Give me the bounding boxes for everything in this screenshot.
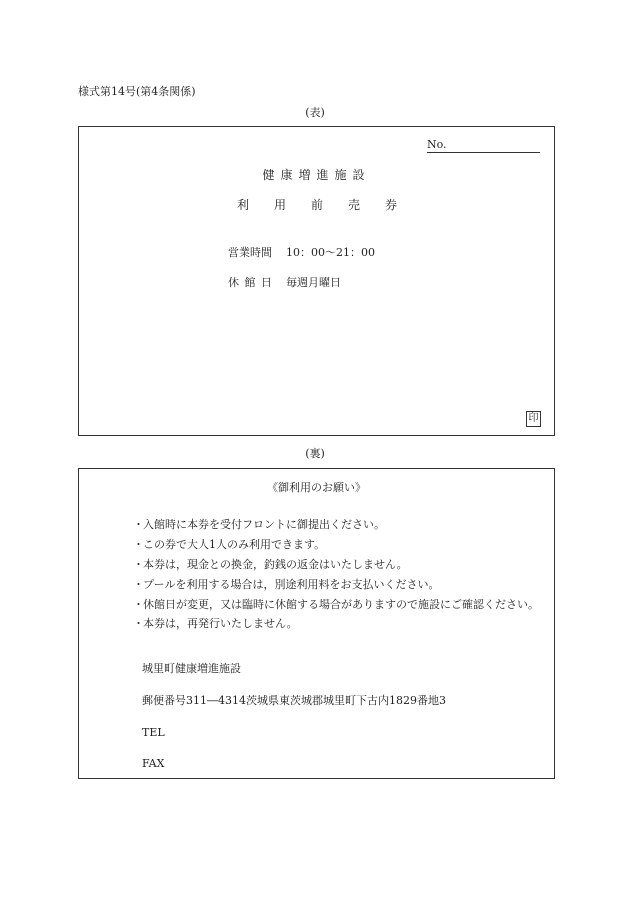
closed-day-label [228, 274, 272, 290]
facility-address: 郵便番号311―4314茨城県東茨城郡城里町下古内1829番地3 [142, 694, 446, 707]
list-item: ・ 休館日が変更，又は臨時に休館する場合がありますので施設にご確認ください。 [133, 598, 539, 611]
subtitle-char: 前 [310, 198, 323, 212]
seal-stamp-box: 印 [526, 411, 541, 427]
ticket-front [78, 126, 555, 436]
bullet-icon: ・ [133, 578, 144, 591]
list-item: ・ 入館時に本券を受付フロントに御提出ください。 [133, 518, 385, 531]
subtitle-char: 用 [273, 198, 286, 212]
closed-label-char: 日 [261, 276, 272, 289]
usage-rules-list [133, 518, 553, 637]
bullet-icon: ・ [133, 518, 144, 531]
list-item: ・ この券で大人1人のみ利用できます。 [133, 538, 326, 551]
front-side-label: (表) [305, 106, 325, 119]
bullet-icon: ・ [133, 558, 144, 571]
business-hours-value: 10：00〜21：00 [286, 246, 375, 259]
subtitle-char: 利 [237, 198, 250, 212]
bullet-icon: ・ [133, 538, 144, 551]
ticket-back [78, 468, 555, 779]
closed-label-char: 休 [228, 276, 239, 289]
list-item: ・ 本券は，再発行いたしません。 [133, 617, 298, 630]
business-hours-row [228, 244, 375, 260]
back-side-label: (裏) [305, 447, 325, 460]
ticket-title: 健康増進施設 [262, 168, 371, 182]
list-item: ・ 本券は，現金との換金，釣銭の返金はいたしません。 [133, 558, 408, 571]
bullet-icon: ・ [133, 598, 144, 611]
form-number: 様式第14号(第4条関係) [78, 85, 196, 98]
subtitle-char: 券 [384, 198, 397, 212]
closed-label-char: 館 [244, 276, 256, 289]
closed-day-row [228, 274, 341, 290]
bullet-icon: ・ [133, 617, 144, 630]
closed-day-value: 毎週月曜日 [286, 276, 341, 289]
ticket-subtitle [237, 196, 397, 213]
subtitle-char: 売 [347, 198, 360, 212]
facility-fax: FAX [142, 757, 165, 770]
business-hours-label: 営業時間 [228, 246, 272, 259]
list-item: ・ プールを利用する場合は，別途利用料をお支払いください。 [133, 578, 440, 591]
facility-tel: TEL [142, 726, 165, 739]
facility-name: 城里町健康増進施設 [142, 662, 241, 675]
usage-request-heading: 《御利用のお願い》 [267, 481, 366, 494]
serial-number-field: No. [427, 138, 540, 153]
